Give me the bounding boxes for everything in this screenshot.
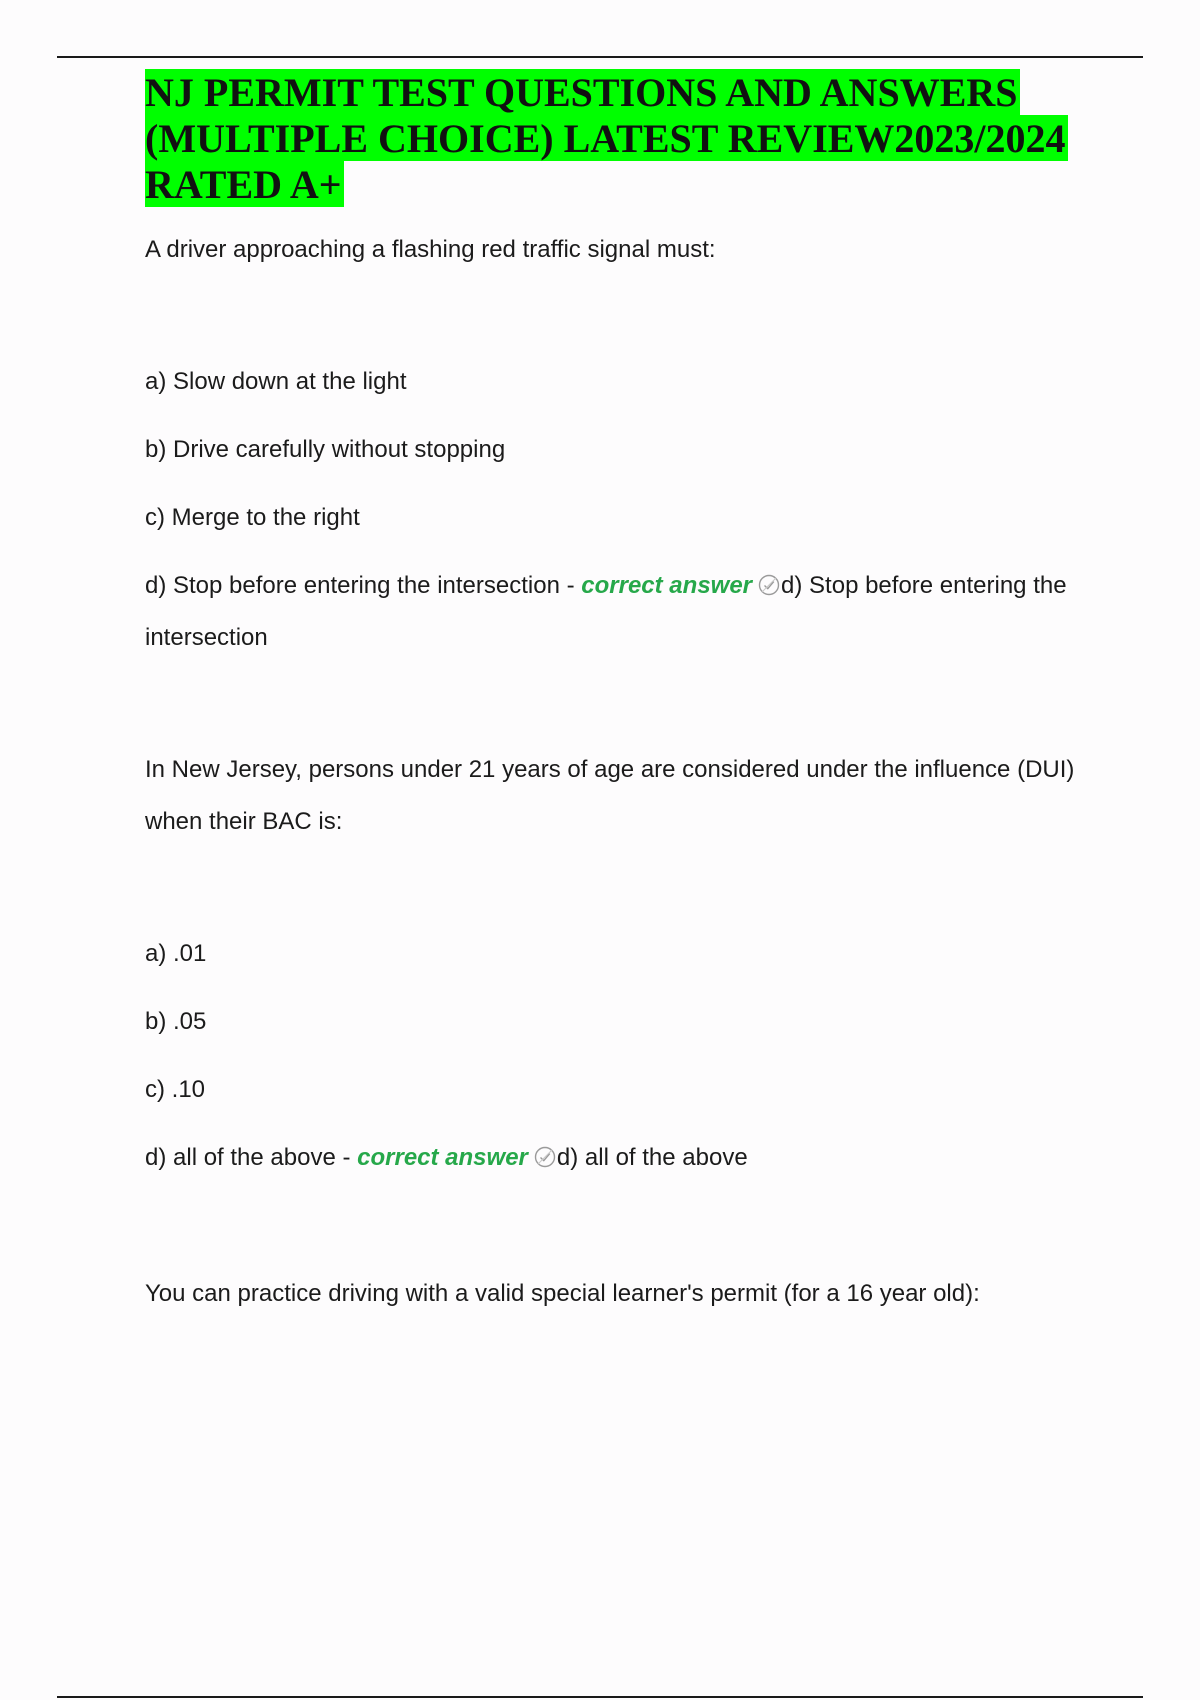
title-line-1: NJ PERMIT TEST QUESTIONS AND ANSWERS xyxy=(145,70,1018,115)
question-1-answer-line xyxy=(145,560,1105,664)
question-2-option-c: c) .10 xyxy=(145,1076,206,1103)
question-1-option-c: c) Merge to the right xyxy=(145,504,360,531)
check-circle-icon xyxy=(534,1146,556,1168)
question-1-text: A driver approaching a flashing red traffic signal must: xyxy=(145,236,716,263)
correct-answer-label: correct answer xyxy=(357,1144,528,1171)
check-circle-icon xyxy=(758,574,780,596)
question-2-option-a: a) .01 xyxy=(145,940,207,967)
question-1-option-d: d) Stop before entering the intersection - xyxy=(145,572,575,599)
question-2-text: In New Jersey, persons under 21 years of age are considered under the influence (DUI) when their BAC is: xyxy=(145,756,1075,835)
question-2-answer-line xyxy=(145,1132,1105,1184)
correct-answer-label: correct answer xyxy=(581,572,753,599)
question-3-text: You can practice driving with a valid special learner's permit (for a 16 year old): xyxy=(145,1280,980,1307)
document-body xyxy=(145,70,1105,1320)
question-1-answer-text: d) Stop before entering the intersection xyxy=(145,572,1067,651)
footer-rule xyxy=(57,1696,1143,1698)
question-2-answer-text: d) all of the above xyxy=(556,1144,748,1171)
question-1-option-b: b) Drive carefully without stopping xyxy=(145,436,506,463)
question-2-option-b: b) .05 xyxy=(145,1008,207,1035)
header-rule xyxy=(57,56,1143,58)
title-line-3: RATED A+ xyxy=(145,162,342,207)
question-1-option-a: a) Slow down at the light xyxy=(145,368,407,395)
title-line-2: (MULTIPLE CHOICE) LATEST REVIEW2023/2024 xyxy=(145,116,1066,161)
document-title xyxy=(145,70,1105,208)
question-2-option-d: d) all of the above - xyxy=(145,1144,351,1171)
